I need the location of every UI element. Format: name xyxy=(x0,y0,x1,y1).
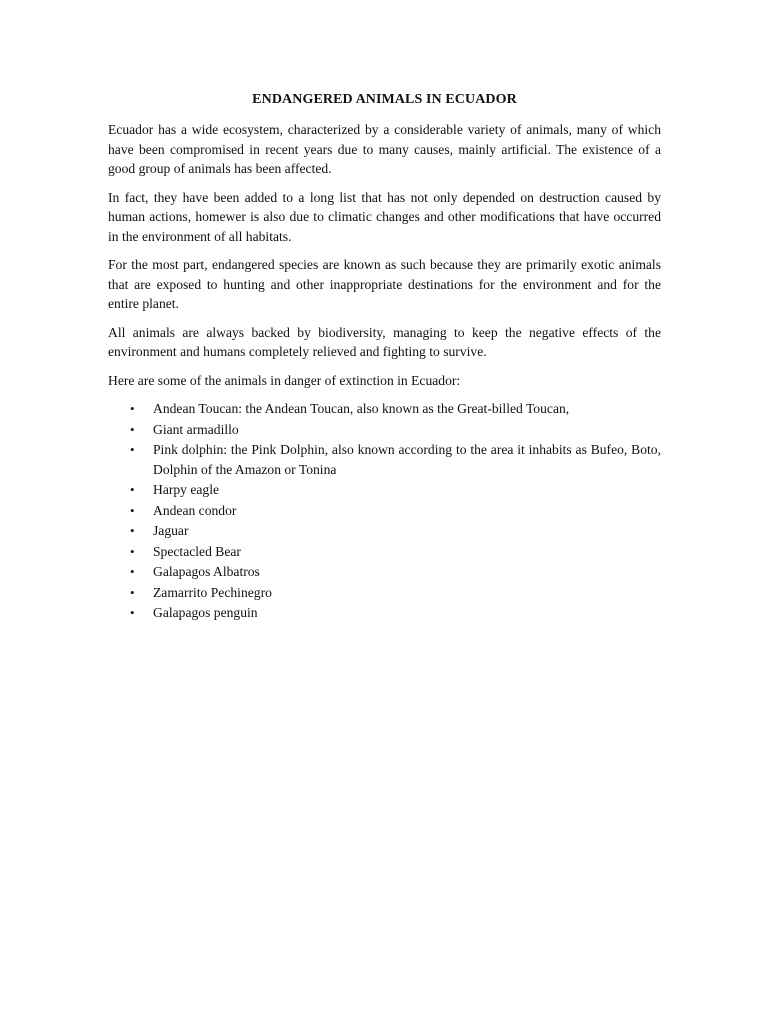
list-item xyxy=(108,583,661,603)
paragraph-causes: In fact, they have been added to a long list that has not only depended on destruction caused by human actions, homewer is also due to climatic changes and other modifications that have occurred in the environment of all habitats. xyxy=(108,189,661,244)
bullet-icon: • xyxy=(130,502,135,518)
list-item xyxy=(108,480,661,500)
bullet-icon: • xyxy=(130,442,135,457)
list-item-text: Jaguar xyxy=(153,523,189,538)
list-item xyxy=(108,440,661,479)
list-item xyxy=(108,542,661,562)
list-item-text: Galapagos penguin xyxy=(153,605,258,620)
bullet-icon: • xyxy=(130,482,135,497)
document-page xyxy=(108,92,661,624)
bullet-icon: • xyxy=(130,401,135,416)
paragraph-intro: Ecuador has a wide ecosystem, characterized by a considerable variety of animals, many of which have been compromised in recent years due to many causes, mainly artificial. The existence of a good group of animals has been affected. xyxy=(108,122,661,176)
list-item xyxy=(108,399,661,419)
list-item-text: Zamarrito Pechinegro xyxy=(153,584,272,600)
list-item xyxy=(108,603,661,623)
animal-list xyxy=(108,399,661,623)
paragraph-list-intro: Here are some of the animals in danger of extinction in Ecuador: xyxy=(108,372,461,388)
list-item-text: Spectacled Bear xyxy=(153,543,241,559)
bullet-icon: • xyxy=(130,421,135,437)
list-item xyxy=(108,501,661,521)
paragraph-biodiversity: All animals are always backed by biodiversity, managing to keep the negative effects of the environment and humans completely relieved and fighting to survive. xyxy=(108,324,661,359)
bullet-icon: • xyxy=(130,605,135,620)
list-item-text: Andean condor xyxy=(153,502,237,518)
list-item-text: Pink dolphin: the Pink Dolphin, also known according to the area it inhabits as Bufeo, Boto, Dolphin of the Amazon or Tonina xyxy=(153,442,661,477)
list-item xyxy=(108,420,661,440)
list-item xyxy=(108,521,661,541)
bullet-icon: • xyxy=(130,543,135,559)
bullet-icon: • xyxy=(130,564,135,579)
bullet-icon: • xyxy=(130,523,135,538)
document-title: ENDANGERED ANIMALS IN ECUADOR xyxy=(252,92,517,107)
list-item-text: Harpy eagle xyxy=(153,482,220,497)
paragraph-exotic: For the most part, endangered species are known as such because they are primarily exotic animals that are exposed to hunting and other inappropriate destinations for the environment and for the entire planet. xyxy=(108,257,661,311)
list-item-text: Galapagos Albatros xyxy=(153,564,260,579)
bullet-icon: • xyxy=(130,584,135,600)
list-item xyxy=(108,562,661,582)
list-item-text: Giant armadillo xyxy=(153,421,239,437)
list-item-text: Andean Toucan: the Andean Toucan, also known as the Great-billed Toucan, xyxy=(153,401,570,416)
